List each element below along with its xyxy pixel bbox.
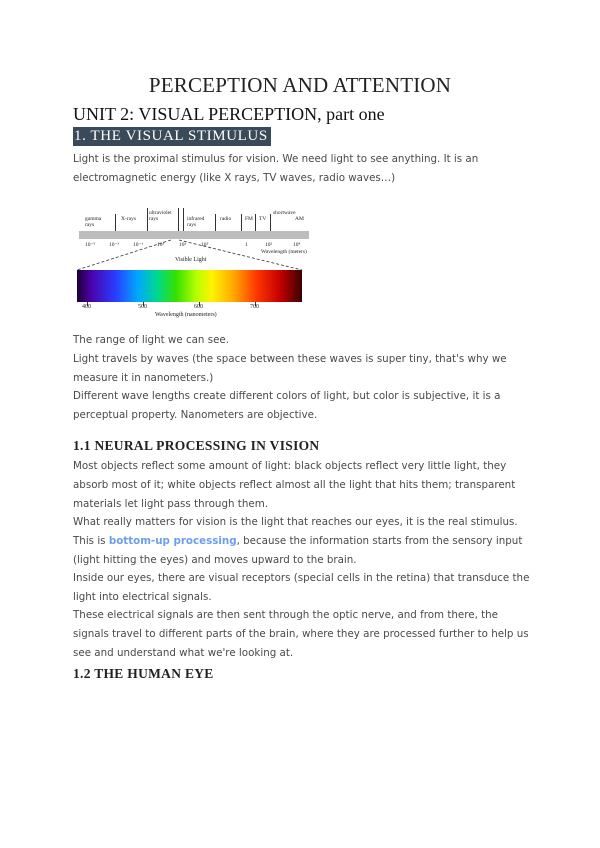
em-tick-label: 10³ (179, 242, 187, 248)
nm-axis-label: Wavelength (nanometers) (155, 312, 217, 318)
band-label: FM (245, 216, 253, 222)
nm-tick-label: 700 (250, 304, 259, 310)
em-tick-label: 10⁻⁵ (85, 242, 96, 248)
paragraph: Inside our eyes, there are visual receptors (special cells in the retina) that transduce the light into electrical signals. (73, 572, 530, 604)
band-label: infrared rays (187, 216, 205, 228)
unit-title: UNIT 2: VISUAL PERCEPTION, part one (73, 104, 385, 124)
em-tick-label: 10⁻¹ (133, 242, 144, 248)
paragraph: Most objects reflect some amount of light: black objects reflect very little light, they absorb most of it; white objects reflect almost all the light that hits them; transparent materials let light pass through them. (73, 460, 516, 511)
paragraph: Light travels by waves (the space between these waves is super tiny, that's why we measure it in nanometers.) (73, 353, 507, 385)
nm-tick-label: 500 (138, 304, 147, 310)
section-heading-human-eye: 1.2 THE HUMAN EYE (73, 666, 214, 681)
band-label: gamma rays (85, 216, 102, 228)
paragraph: The range of light we can see. (73, 334, 230, 346)
em-axis-label: Wavelength (meters) (261, 249, 307, 255)
highlighted-term: bottom-up processing (108, 535, 237, 547)
section-heading-neural-processing: 1.1 NEURAL PROCESSING IN VISION (73, 438, 320, 453)
nm-tick-label: 400 (82, 304, 91, 310)
em-tick-label: 1 (245, 242, 248, 248)
paragraph: These electrical signals are then sent through the optic nerve, and from there, the signals travel to different parts of the brain, where they are processed further to help us see and understand what we're looking at. (73, 609, 529, 660)
band-label: AM (295, 216, 304, 222)
visible-spectrum-gradient (77, 270, 302, 302)
em-tick-label: 10⁴ (293, 242, 301, 248)
band-label: radio (220, 216, 232, 222)
section-heading-visual-stimulus: 1. THE VISUAL STIMULUS (73, 127, 271, 146)
intro-paragraph: Light is the proximal stimulus for vision. We need light to see anything. It is an electromagnetic energy (like X rays, TV waves, radio waves…) (73, 153, 479, 185)
band-label: shortwave (273, 210, 296, 216)
visible-light-label: Visible Light (175, 257, 207, 263)
em-tick-label: 10¹ (157, 242, 165, 248)
em-tick-label: 10⁻³ (109, 242, 120, 248)
band-label: TV (259, 216, 267, 222)
nm-tick-label: 600 (194, 304, 203, 310)
paragraph (73, 532, 533, 570)
text-run: , because the information starts from the sensory input (light hitting the eyes) and moves upward to the brain. (73, 535, 523, 567)
band-label: ultraviolet rays (149, 210, 172, 222)
text-run: This is (73, 535, 109, 547)
em-tick-label: 10⁵ (201, 242, 209, 248)
document-title: PERCEPTION AND ATTENTION (148, 73, 452, 97)
paragraph: What really matters for vision is the light that reaches our eyes, it is the real stimulus. (73, 516, 518, 528)
band-label: X-rays (121, 216, 136, 222)
electromagnetic-spectrum-figure (75, 204, 315, 332)
em-tick-label: 10² (265, 242, 273, 248)
paragraph: Different wave lengths create different colors of light, but color is subjective, it is a perceptual property. Nanometers are objective. (73, 390, 501, 422)
